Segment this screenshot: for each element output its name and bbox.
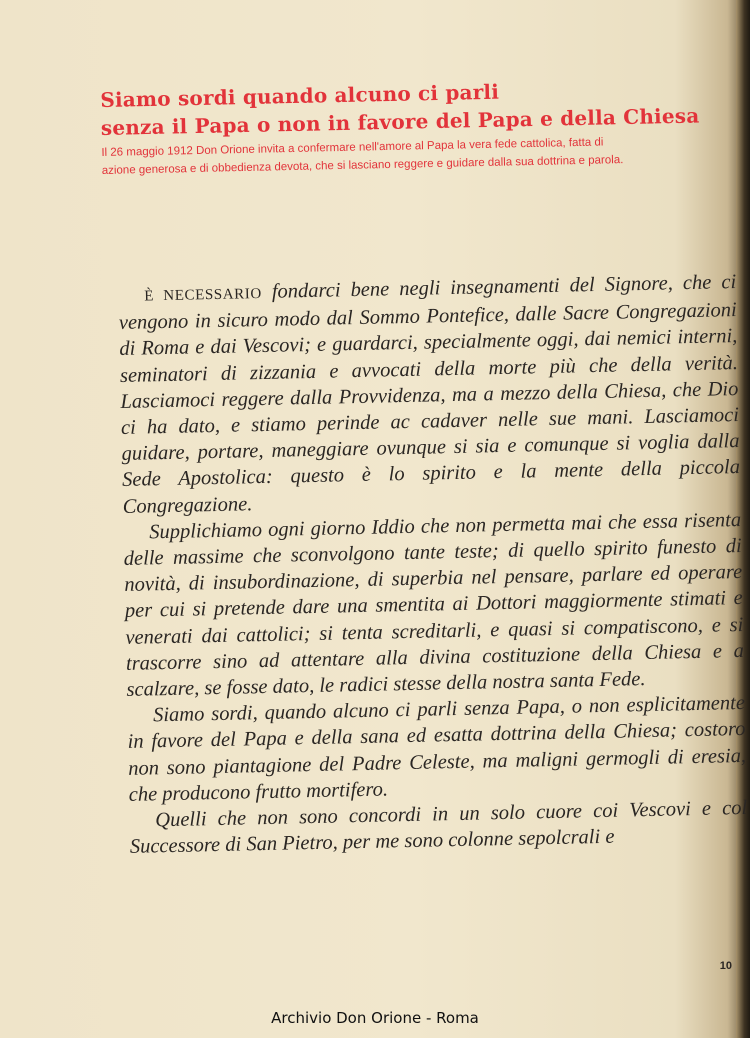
paragraph-1-text: fondarci bene negli insegnamenti del Signore, che ci vengono in sicuro modo dal Sommo Pontefice, dalle Sacre Congregazioni di Roma e dai Vescovi; e guardarci, specialmente oggi, dai nemici interni, seminatori di zizzania e avvocati della morte più che della verità. Lasciamoci reggere dalla Provvidenza, ma a mezzo della Chiesa, che Dio ci ha dato, e stiamo perinde ac cadaver nelle sue mani. Lasciamoci guidare, portare, maneggiare ovunque si sia e comunque si voglia dalla Sede Apostolica: questo è lo spirito e la mente della piccola Congregazione.	[118, 271, 741, 518]
body-text	[118, 269, 748, 860]
paragraph-3: Siamo sordi, quando alcuno ci parli senza Papa, o non esplicitamente in favore del Papa e della sana ed esatta dottrina della Chiesa; costoro non sono piantagione del Padre Celeste, ma maligni germogli di eresia, che producono frutto mortifero.	[127, 692, 747, 806]
chapter-title-line-2: senza il Papa o non in favore del Papa e della Chiesa	[100, 103, 700, 140]
paragraph-1	[118, 269, 741, 520]
page-number: 10	[719, 960, 732, 972]
chapter-subtitle-line-1: Il 26 maggio 1912 Don Orione invita a confermare nell'amore al Papa la vera fede cattolica, fatta di	[101, 136, 604, 159]
paragraph-1-lead: È NECESSARIO	[144, 285, 262, 305]
archive-footer-label: Archivio Don Orione - Roma	[271, 1009, 479, 1027]
paragraph-4: Quelli che non sono concordi in un solo cuore coi Vescovi e col Successore di San Pietro, per me sono colonne sepolcrali e	[129, 797, 748, 859]
paragraph-2: Supplichiamo ogni giorno Iddio che non permetta mai che essa risenta delle massime che sconvolgono tante teste; di quello spirito funesto di novità, di insubordinazione, di superbia nel pensare, parlare ed operare per cui si pretende dare una smentita ai Dottori maggiormente stimati e venerati dai cattolici; si tenta screditarli, e quasi si compatiscono, e si trascorre sino ad attentare alla divina costituzione della Chiesa e a scalzare, se fosse dato, le radici stesse della nostra santa Fede.	[123, 508, 745, 701]
chapter-title-line-1: Siamo sordi quando alcuno ci parli	[100, 79, 500, 112]
chapter-subtitle-line-2: azione generosa e di obbedienza devota, che si lasciano reggere e guidare dalla sua dottrina e parola.	[101, 154, 624, 177]
chapter-heading	[100, 73, 742, 178]
